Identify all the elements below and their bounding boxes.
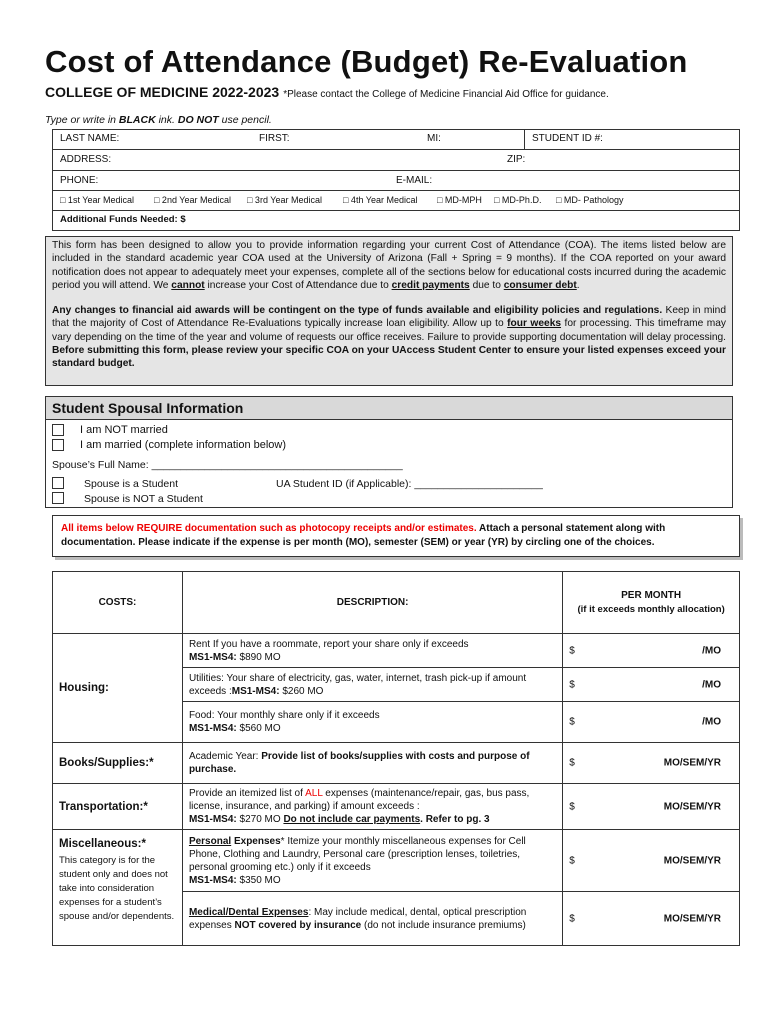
instr-black: BLACK xyxy=(118,114,156,126)
year-option[interactable]: □ MD-Ph.D. xyxy=(494,195,542,205)
medical-amount-field[interactable] xyxy=(563,892,740,946)
documentation-instructions: Attach a personal statement along with documentation. Please indicate if the expense is per month (MO), semester (SEM) or year (YR) by circling one of the choices. xyxy=(61,523,666,548)
spouse-not-student-checkbox[interactable] xyxy=(52,492,64,504)
info-text: . xyxy=(576,279,580,291)
zip-label: ZIP: xyxy=(507,154,526,165)
unit-mo: /MO xyxy=(702,645,721,656)
table-row xyxy=(53,830,740,892)
info-text: This form has been designed to allow you to provide information regarding your current Cost of Attendance (COA). The items listed below are included in the standard academic year COA used at the University of Arizona (Fall + Spring = 9 months). If the COA reported on your award notification does not appear to adequately meet your expenses, complete all of the sections below for educational costs incurred during the academic period you will attend. We xyxy=(52,240,726,291)
trans-refer: . Refer to pg. 3 xyxy=(420,814,490,825)
unit-mo: /MO xyxy=(702,679,721,690)
year-option[interactable]: □ MD-MPH xyxy=(437,195,482,205)
unit-mo: /MO xyxy=(702,716,721,728)
unit-mo-sem-yr: MO/SEM/YR xyxy=(663,757,721,769)
food-text: Food: Your monthly share only if it exceeds xyxy=(188,710,380,721)
misc-title: Miscellaneous:* xyxy=(59,838,146,850)
personal-label: Personal xyxy=(188,835,232,847)
dollar-sign: $ xyxy=(569,679,575,690)
personal-amount-field[interactable] xyxy=(563,830,740,892)
last-name-label: LAST NAME: xyxy=(60,133,120,144)
unit-mo-sem-yr: MO/SEM/YR xyxy=(663,913,721,924)
year-option[interactable]: □ 2nd Year Medical xyxy=(154,195,231,205)
student-id-label: STUDENT ID #: xyxy=(532,133,603,144)
unit-mo-sem-yr: MO/SEM/YR xyxy=(663,855,721,866)
medical-description xyxy=(182,892,562,946)
spouse-name-field[interactable]: Spouse’s Full Name: ___________________________________________ xyxy=(52,459,403,471)
rent-text: Rent If you have a roommate, report your share only if exceeds xyxy=(188,638,469,650)
dollar-sign: $ xyxy=(569,913,575,924)
table-header-row xyxy=(53,572,740,634)
food-amount-field[interactable] xyxy=(563,702,740,743)
food-amount: $560 MO xyxy=(236,723,281,734)
personal-ms-label: MS1-MS4: xyxy=(188,874,237,886)
medical-text: (do not include insurance premiums) xyxy=(361,919,526,931)
trans-no-car-payments: Do not include car payments xyxy=(283,814,421,825)
address-label: ADDRESS: xyxy=(60,154,112,165)
personal-amount: $350 MO xyxy=(236,874,281,886)
additional-funds-label: Additional Funds Needed: $ xyxy=(60,214,186,225)
first-name-label: FIRST: xyxy=(259,133,290,144)
email-label: E-MAIL: xyxy=(396,175,433,186)
info-paragraph-2 xyxy=(52,304,726,370)
rent-amount-field[interactable] xyxy=(563,634,740,668)
not-married-label: I am NOT married xyxy=(80,424,168,436)
trans-text: Provide an itemized list of xyxy=(188,788,306,799)
info-text: for processing. This timeframe may vary depending on the time of the year and volume of requests our office receives. Failure to provide supporting documentation will delay processing. xyxy=(52,318,726,343)
dollar-sign: $ xyxy=(569,801,575,812)
transportation-description xyxy=(182,784,562,830)
trans-amount: $270 MO xyxy=(236,814,284,825)
per-month-header xyxy=(563,572,740,634)
transportation-category: Transportation:* xyxy=(53,784,183,830)
year-option[interactable]: □ 4th Year Medical xyxy=(343,195,418,205)
married-checkbox[interactable] xyxy=(52,439,64,451)
trans-text: expenses (maintenance/repair, gas, bus pass, license, insurance, and parking) if amount exceeds : xyxy=(188,788,530,812)
utilities-ms-label: MS1-MS4: xyxy=(231,685,280,697)
transportation-amount-field[interactable] xyxy=(563,784,740,830)
books-description xyxy=(182,743,562,784)
spousal-section xyxy=(45,396,733,508)
ua-student-id-field[interactable]: UA Student ID (if Applicable): ______________________ xyxy=(276,478,543,490)
info-credit-payments: credit payments xyxy=(391,279,470,291)
costs-table xyxy=(52,571,740,946)
info-text: Keep in mind that the majority of Cost of Attendance Re-Evaluations typically increase loan eligibility. Allow up to xyxy=(52,305,726,330)
utilities-text: Utilities: Your share of electricity, gas, water, internet, trash pick-up if amount exceeds : xyxy=(188,672,527,697)
year-option[interactable]: □ 3rd Year Medical xyxy=(247,195,322,205)
rent-ms-label: MS1-MS4: xyxy=(188,651,237,663)
housing-category: Housing: xyxy=(53,634,183,743)
info-text: increase your Cost of Attendance due to xyxy=(204,279,392,291)
info-before-submitting: Before submitting this form, please review your specific COA on your UAccess Student Center to ensure your listed expenses exceed your standard budget. xyxy=(52,345,726,370)
per-month-title: PER MONTH xyxy=(621,590,682,601)
misc-note: This category is for the student only and does not take into consideration expenses for a student’s spouse and/or dependents. xyxy=(59,855,175,922)
medical-label: Medical/Dental Expenses xyxy=(188,906,309,918)
utilities-description xyxy=(182,668,562,702)
instr-suffix: use pencil. xyxy=(218,114,272,126)
trans-ms-label: MS1-MS4: xyxy=(188,814,237,825)
utilities-amount-field[interactable] xyxy=(563,668,740,702)
table-row xyxy=(53,784,740,830)
spousal-heading: Student Spousal Information xyxy=(46,397,732,420)
costs-header: COSTS: xyxy=(53,572,183,634)
college-year: COLLEGE OF MEDICINE 2022-2023 xyxy=(45,84,280,100)
table-row xyxy=(53,634,740,668)
year-option[interactable]: □ MD- Pathology xyxy=(556,195,624,205)
food-ms-label: MS1-MS4: xyxy=(188,723,237,734)
books-requirement: Provide list of books/supplies with costs and purpose of purchase. xyxy=(188,751,530,775)
info-contingent: Any changes to financial aid awards will be contingent on the type of funds available and eligibility policies and regulations. xyxy=(52,305,663,317)
page-title: Cost of Attendance (Budget) Re-Evaluation xyxy=(45,44,688,79)
personal-description xyxy=(182,830,562,892)
instr-mid: ink. xyxy=(155,114,178,126)
page-subtitle xyxy=(45,84,609,100)
info-text: due to xyxy=(469,279,504,291)
personal-expenses-label: Expenses xyxy=(231,835,281,847)
utilities-amount: $260 MO xyxy=(279,685,324,697)
books-amount-field[interactable] xyxy=(563,743,740,784)
spouse-student-label: Spouse is a Student xyxy=(84,478,178,490)
guidance-note: *Please contact the College of Medicine Financial Aid Office for guidance. xyxy=(283,89,609,100)
trans-all: ALL xyxy=(305,788,323,799)
not-married-checkbox[interactable] xyxy=(52,424,64,436)
info-paragraph-1 xyxy=(52,239,726,292)
dollar-sign: $ xyxy=(569,645,575,656)
per-month-subtitle: (if it exceeds monthly allocation) xyxy=(577,604,725,615)
rent-description xyxy=(182,634,562,668)
books-category: Books/Supplies:* xyxy=(53,743,183,784)
spouse-not-student-label: Spouse is NOT a Student xyxy=(84,493,203,505)
description-header: DESCRIPTION: xyxy=(182,572,562,634)
medical-text: : May include medical, dental, optical prescription expenses xyxy=(188,906,527,931)
personal-text: * Itemize your monthly miscellaneous expenses for Cell Phone, Clothing and Laundry, Personal care (prescription lenses, toiletries, personal grooming etc.) only if it exceeds xyxy=(188,835,526,873)
rent-amount: $890 MO xyxy=(236,651,281,663)
instr-prefix: Type or write in xyxy=(45,114,119,126)
dollar-sign: $ xyxy=(569,716,575,728)
dollar-sign: $ xyxy=(569,855,575,866)
married-label: I am married (complete information below) xyxy=(80,439,287,451)
info-cannot: cannot xyxy=(171,279,205,291)
year-option[interactable]: □ 1st Year Medical xyxy=(60,195,134,205)
spouse-student-checkbox[interactable] xyxy=(52,477,64,489)
phone-label: PHONE: xyxy=(60,175,99,186)
books-text: Academic Year: xyxy=(188,751,262,762)
dollar-sign: $ xyxy=(569,757,575,769)
info-four-weeks: four weeks xyxy=(507,318,562,330)
food-description xyxy=(182,702,562,743)
info-box xyxy=(45,236,733,386)
documentation-notice xyxy=(52,515,740,557)
info-consumer-debt: consumer debt xyxy=(503,279,577,291)
table-row xyxy=(53,743,740,784)
misc-category xyxy=(53,830,183,946)
ink-instruction xyxy=(45,114,272,126)
documentation-required: All items below REQUIRE documentation such as photocopy receipts and/or estimates. xyxy=(61,523,477,534)
unit-mo-sem-yr: MO/SEM/YR xyxy=(663,801,721,812)
address-field[interactable] xyxy=(52,149,740,171)
instr-donot: DO NOT xyxy=(177,114,219,126)
medical-not-covered: NOT covered by insurance xyxy=(234,919,362,931)
mi-label: MI: xyxy=(427,133,441,144)
